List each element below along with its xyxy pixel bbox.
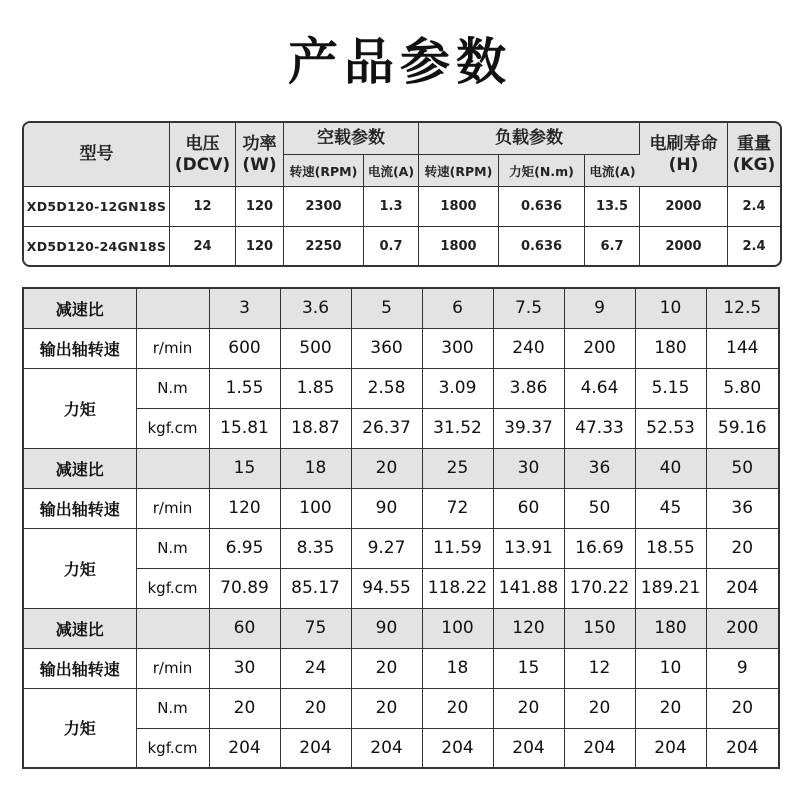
spec-header-load-current: 电流(A) [585, 155, 640, 187]
spec-cell-model: XD5D120-24GN18S [24, 227, 170, 265]
torque-nm-row [23, 528, 779, 568]
ratio-value: 90 [351, 608, 422, 648]
speed-value: 300 [422, 328, 493, 368]
speed-value: 240 [493, 328, 564, 368]
speed-value: 200 [564, 328, 635, 368]
torque-kgf-row [23, 568, 779, 608]
spec-row [24, 227, 780, 265]
spec-header-load-speed: 转速(RPM) [419, 155, 499, 187]
torque-kgf-value: 204 [351, 728, 422, 768]
torque-nm-value: 20 [706, 688, 779, 728]
torque-kgf-value: 204 [422, 728, 493, 768]
spec-cell: 2000 [640, 187, 728, 227]
torque-nm-value: 6.95 [209, 528, 280, 568]
torque-nm-row [23, 368, 779, 408]
ratio-label-spacer [136, 448, 209, 488]
speed-unit: r/min [136, 488, 209, 528]
torque-nm-row [23, 688, 779, 728]
torque-label: 力矩 [23, 368, 136, 448]
ratio-value: 60 [209, 608, 280, 648]
spec-cell: 2000 [640, 227, 728, 265]
spec-cell: 2300 [284, 187, 364, 227]
torque-kgf-unit: kgf.cm [136, 728, 209, 768]
ratio-value: 3.6 [280, 288, 351, 328]
spec-header-noload-speed: 转速(RPM) [284, 155, 364, 187]
torque-kgf-value: 18.87 [280, 408, 351, 448]
spec-cell: 2250 [284, 227, 364, 265]
spec-cell: 120 [236, 227, 284, 265]
ratio-header-row [23, 608, 779, 648]
speed-value: 9 [706, 648, 779, 688]
torque-nm-value: 2.58 [351, 368, 422, 408]
spec-cell: 2.4 [728, 187, 780, 227]
spec-header-power [236, 123, 284, 187]
torque-kgf-value: 39.37 [493, 408, 564, 448]
speed-value: 72 [422, 488, 493, 528]
torque-kgf-value: 85.17 [280, 568, 351, 608]
spec-cell: 1.3 [364, 187, 419, 227]
torque-nm-value: 20 [635, 688, 706, 728]
spec-cell: 0.636 [499, 227, 585, 265]
spec-cell: 6.7 [585, 227, 640, 265]
spec-header-weight-unit: (KG) [732, 154, 776, 175]
torque-label: 力矩 [23, 528, 136, 608]
torque-nm-value: 5.15 [635, 368, 706, 408]
spec-header-brush-life [640, 123, 728, 187]
speed-row [23, 648, 779, 688]
spec-header-power-unit: (W) [242, 154, 277, 175]
spec-table [22, 121, 782, 267]
torque-kgf-unit: kgf.cm [136, 568, 209, 608]
torque-kgf-unit: kgf.cm [136, 408, 209, 448]
torque-kgf-value: 118.22 [422, 568, 493, 608]
ratio-value: 120 [493, 608, 564, 648]
ratio-label: 减速比 [23, 608, 136, 648]
spec-header-voltage [170, 123, 236, 187]
torque-nm-value: 20 [493, 688, 564, 728]
ratio-value: 9 [564, 288, 635, 328]
speed-value: 144 [706, 328, 779, 368]
spec-header-weight-label: 重量 [737, 133, 771, 154]
spec-header-model: 型号 [24, 123, 170, 187]
speed-value: 50 [564, 488, 635, 528]
torque-nm-value: 18.55 [635, 528, 706, 568]
torque-kgf-value: 204 [706, 728, 779, 768]
torque-nm-value: 13.91 [493, 528, 564, 568]
torque-kgf-value: 204 [706, 568, 779, 608]
speed-label: 输出轴转速 [23, 488, 136, 528]
ratio-value: 75 [280, 608, 351, 648]
spec-header-noload-current: 电流(A) [364, 155, 419, 187]
torque-nm-value: 20 [280, 688, 351, 728]
ratio-value: 10 [635, 288, 706, 328]
ratio-value: 20 [351, 448, 422, 488]
page-title: 产品参数 [288, 33, 512, 91]
torque-kgf-row [23, 408, 779, 448]
torque-nm-value: 4.64 [564, 368, 635, 408]
speed-value: 20 [351, 648, 422, 688]
torque-kgf-row [23, 728, 779, 768]
torque-kgf-value: 204 [280, 728, 351, 768]
torque-nm-unit: N.m [136, 528, 209, 568]
speed-row [23, 488, 779, 528]
torque-kgf-value: 15.81 [209, 408, 280, 448]
torque-nm-unit: N.m [136, 688, 209, 728]
torque-nm-value: 5.80 [706, 368, 779, 408]
ratio-label: 减速比 [23, 288, 136, 328]
spec-cell: 24 [170, 227, 236, 265]
ratio-value: 15 [209, 448, 280, 488]
speed-unit: r/min [136, 648, 209, 688]
speed-value: 12 [564, 648, 635, 688]
spec-header-brush-unit: (H) [668, 154, 699, 175]
torque-kgf-value: 31.52 [422, 408, 493, 448]
ratio-table [22, 287, 780, 769]
speed-value: 24 [280, 648, 351, 688]
ratio-value: 50 [706, 448, 779, 488]
torque-kgf-value: 141.88 [493, 568, 564, 608]
torque-kgf-value: 94.55 [351, 568, 422, 608]
speed-value: 45 [635, 488, 706, 528]
ratio-label: 减速比 [23, 448, 136, 488]
spec-header-load-torque: 力矩(N.m) [499, 155, 585, 187]
ratio-value: 100 [422, 608, 493, 648]
torque-nm-value: 11.59 [422, 528, 493, 568]
speed-value: 500 [280, 328, 351, 368]
spec-cell-model: XD5D120-12GN18S [24, 187, 170, 227]
speed-value: 180 [635, 328, 706, 368]
torque-nm-value: 1.55 [209, 368, 280, 408]
ratio-value: 200 [706, 608, 779, 648]
torque-kgf-value: 59.16 [706, 408, 779, 448]
torque-nm-unit: N.m [136, 368, 209, 408]
torque-nm-value: 8.35 [280, 528, 351, 568]
speed-value: 90 [351, 488, 422, 528]
torque-nm-value: 20 [422, 688, 493, 728]
torque-nm-value: 3.09 [422, 368, 493, 408]
speed-value: 60 [493, 488, 564, 528]
speed-value: 10 [635, 648, 706, 688]
spec-header-load: 负载参数 [419, 123, 640, 155]
ratio-value: 25 [422, 448, 493, 488]
spec-row [24, 187, 780, 227]
speed-unit: r/min [136, 328, 209, 368]
ratio-value: 6 [422, 288, 493, 328]
torque-nm-value: 20 [564, 688, 635, 728]
torque-nm-value: 20 [706, 528, 779, 568]
spec-header-brush-label: 电刷寿命 [649, 133, 718, 154]
speed-value: 36 [706, 488, 779, 528]
torque-kgf-value: 204 [635, 728, 706, 768]
ratio-header-row [23, 288, 779, 328]
torque-kgf-value: 204 [493, 728, 564, 768]
torque-nm-value: 9.27 [351, 528, 422, 568]
torque-nm-value: 20 [351, 688, 422, 728]
torque-nm-value: 1.85 [280, 368, 351, 408]
ratio-value: 18 [280, 448, 351, 488]
speed-value: 600 [209, 328, 280, 368]
torque-kgf-value: 189.21 [635, 568, 706, 608]
torque-kgf-value: 52.53 [635, 408, 706, 448]
spec-cell: 0.636 [499, 187, 585, 227]
speed-label: 输出轴转速 [23, 648, 136, 688]
speed-value: 120 [209, 488, 280, 528]
spec-cell: 12 [170, 187, 236, 227]
spec-header-noload: 空载参数 [284, 123, 419, 155]
ratio-value: 150 [564, 608, 635, 648]
spec-cell: 120 [236, 187, 284, 227]
spec-cell: 1800 [419, 187, 499, 227]
spec-header-voltage-label: 电压 [185, 133, 220, 154]
torque-kgf-value: 47.33 [564, 408, 635, 448]
ratio-value: 40 [635, 448, 706, 488]
ratio-value: 7.5 [493, 288, 564, 328]
speed-value: 30 [209, 648, 280, 688]
spec-header-row-1 [24, 123, 780, 155]
ratio-value: 180 [635, 608, 706, 648]
torque-kgf-value: 70.89 [209, 568, 280, 608]
spec-cell: 1800 [419, 227, 499, 265]
ratio-value: 3 [209, 288, 280, 328]
torque-kgf-value: 170.22 [564, 568, 635, 608]
torque-nm-value: 16.69 [564, 528, 635, 568]
spec-header-voltage-unit: (DCV) [174, 154, 231, 175]
speed-value: 360 [351, 328, 422, 368]
torque-label: 力矩 [23, 688, 136, 768]
ratio-table-body [23, 288, 779, 768]
torque-kgf-value: 26.37 [351, 408, 422, 448]
ratio-value: 30 [493, 448, 564, 488]
ratio-label-spacer [136, 288, 209, 328]
speed-value: 18 [422, 648, 493, 688]
spec-cell: 13.5 [585, 187, 640, 227]
ratio-value: 36 [564, 448, 635, 488]
torque-nm-value: 3.86 [493, 368, 564, 408]
speed-row [23, 328, 779, 368]
spec-header-power-label: 功率 [242, 133, 277, 154]
speed-label: 输出轴转速 [23, 328, 136, 368]
spec-header-weight [728, 123, 780, 187]
speed-value: 15 [493, 648, 564, 688]
torque-kgf-value: 204 [209, 728, 280, 768]
ratio-header-row [23, 448, 779, 488]
torque-nm-value: 20 [209, 688, 280, 728]
speed-value: 100 [280, 488, 351, 528]
spec-cell: 0.7 [364, 227, 419, 265]
torque-kgf-value: 204 [564, 728, 635, 768]
spec-cell: 2.4 [742, 238, 766, 254]
ratio-label-spacer [136, 608, 209, 648]
ratio-value: 5 [351, 288, 422, 328]
ratio-value: 12.5 [706, 288, 779, 328]
